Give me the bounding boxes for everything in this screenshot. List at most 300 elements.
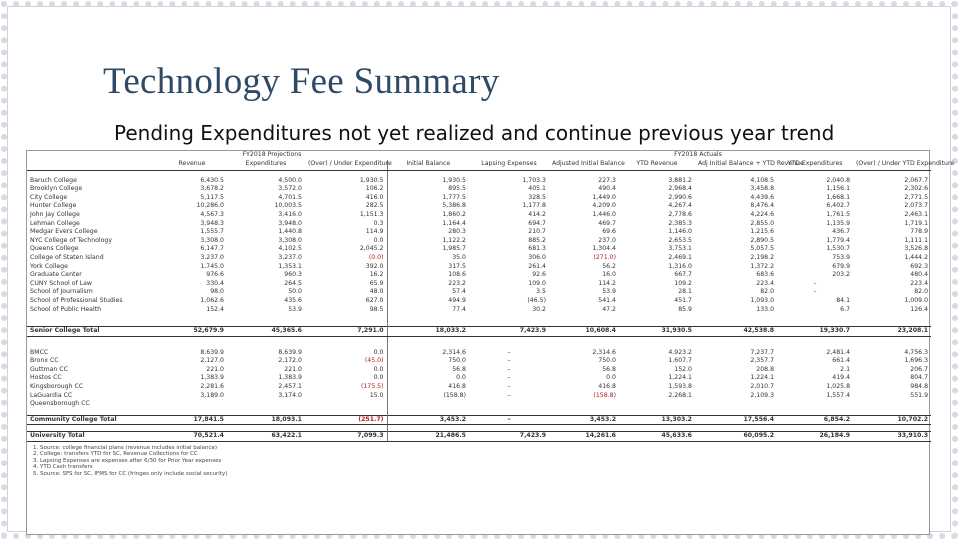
cell-value: 2,890.5: [750, 236, 775, 244]
spacer-cell: [305, 425, 387, 432]
table-note: 5. Source: SFS for SC, IFMS for CC (fringes only include social security): [33, 470, 228, 477]
cell-value: 1,215.6: [750, 228, 775, 236]
cell-value: 98.5: [369, 305, 384, 313]
cell-value: (0.0): [368, 253, 384, 261]
row-label: Queens College: [30, 245, 79, 253]
bullet-point: [112, 121, 834, 145]
cell-value: 1,164.4: [387, 220, 469, 229]
cell-value: –: [507, 365, 511, 373]
table-row: [27, 288, 931, 297]
cell-value: 1,316.0: [668, 262, 692, 270]
cell-value: 778.9: [910, 228, 929, 236]
cell-value: 8,639.9: [200, 348, 224, 356]
cell-value: 3,948.3: [200, 219, 224, 227]
cell-value: 1,444.2: [904, 253, 929, 261]
cell-value: 3,526.8: [904, 245, 929, 253]
cell-value: 494.9: [387, 297, 469, 306]
cell-value: 4,923.2: [668, 348, 692, 356]
cell-value: 1,530.7: [826, 245, 851, 253]
cell-value: 1,985.7: [387, 245, 469, 254]
cell-value: 541.4: [598, 296, 616, 304]
cell-value: 82.0: [914, 288, 929, 296]
cell-value: 15.0: [369, 391, 384, 399]
group-spacer: [387, 151, 619, 160]
bullet-text: Pending Expenditures not yet realized and continue previous year trend: [114, 121, 835, 145]
cell-value: –: [507, 348, 511, 356]
column-header: [27, 160, 157, 171]
cell-value: 750.0: [598, 357, 616, 365]
cell-value: 984.8: [910, 383, 929, 391]
cell-value: 1,224.1: [750, 374, 775, 382]
cell-value: 1,353.1: [278, 262, 302, 270]
cell-value: 1,607.7: [668, 357, 692, 365]
cell-value: 82.0: [760, 288, 775, 296]
cell-value: 416.8: [598, 383, 616, 391]
cell-value: 4,267.4: [668, 202, 692, 210]
cell-value: 419.4: [832, 374, 851, 382]
cell-value: 2,771.5: [904, 193, 929, 201]
table-row: [27, 306, 931, 315]
cell-value: (46.5): [527, 296, 546, 304]
cell-value: 2,198.2: [750, 253, 775, 261]
cell-value: 2,073.7: [904, 202, 929, 210]
cell-value: 261.4: [528, 262, 546, 270]
cell-value: 2,127.0: [200, 357, 224, 365]
cell-value: 42,538.8: [695, 327, 777, 337]
cell-value: 1,779.4: [826, 236, 851, 244]
cell-value: 750.0: [387, 357, 469, 366]
cell-value: –: [507, 357, 511, 365]
blank-cell: [27, 151, 157, 160]
cell-value: –: [507, 374, 511, 382]
cell-value: 1,009.0: [904, 296, 929, 304]
cell-value: 2,968.4: [668, 185, 692, 193]
cell-value: 2,045.2: [359, 245, 384, 253]
cell-value: 3,416.0: [278, 210, 302, 218]
cell-value: 1,177.8: [522, 202, 546, 210]
cell-value: 3,572.0: [278, 185, 302, 193]
cell-value: 1,555.7: [200, 228, 224, 236]
cell-value: 152.0: [674, 365, 692, 373]
spacer-cell: [27, 425, 157, 432]
cell-value: 280.3: [387, 228, 469, 237]
row-label: University Total: [27, 432, 157, 442]
cell-value: 895.5: [387, 185, 469, 194]
cell-value: 2,268.1: [668, 391, 692, 399]
column-header: Initial Balance: [387, 160, 469, 171]
cell-value: 2,357.7: [750, 357, 775, 365]
cell-value: 2,302.6: [904, 185, 929, 193]
cell-value: 1,668.1: [826, 193, 851, 201]
cell-value: 1,025.8: [826, 383, 851, 391]
cell-value: 5,057.5: [750, 245, 775, 253]
cell-value: 114.2: [598, 279, 616, 287]
cell-value: 50.0: [288, 288, 302, 296]
spacer-row: [27, 425, 931, 432]
cell-value: 694.7: [528, 219, 546, 227]
cell-value: 3,948.0: [278, 219, 302, 227]
cell-value: 5,386.8: [387, 202, 469, 211]
cell-value: 6,147.7: [200, 245, 224, 253]
cell-value: 692.3: [910, 262, 929, 270]
table-row: [27, 392, 931, 401]
cell-value: 16.0: [602, 271, 616, 279]
cell-value: 221.0: [206, 365, 224, 373]
cell-value: [157, 400, 227, 409]
cell-value: 1,146.0: [668, 228, 692, 236]
row-label: Hunter College: [30, 202, 77, 210]
cell-value: 4,108.5: [750, 176, 775, 184]
cell-value: 3.5: [536, 288, 546, 296]
cell-value: 77.4: [387, 306, 469, 315]
cell-value: 3,237.0: [278, 253, 302, 261]
cell-value: 108.6: [387, 271, 469, 280]
cell-value: 661.4: [832, 357, 851, 365]
cell-value: 21,486.5: [387, 432, 469, 442]
spacer-cell: [469, 425, 549, 432]
cell-value: (175.5): [360, 383, 384, 391]
cell-value: 26,184.9: [777, 432, 853, 442]
cell-value: 4,701.5: [278, 193, 302, 201]
group-header-row: [27, 151, 931, 160]
cell-value: 0.3: [373, 219, 384, 227]
cell-value: 1,719.1: [904, 219, 929, 227]
cell-value: 6,854.2: [777, 415, 853, 425]
cell-value: 1,745.0: [200, 262, 224, 270]
cell-value: [469, 400, 549, 409]
cell-value: 1,151.3: [359, 210, 384, 218]
cell-value: 2,855.0: [750, 219, 775, 227]
cell-value: 7,423.9: [469, 327, 549, 337]
group-spacer-2: [777, 151, 931, 160]
row-label: Senior College Total: [27, 327, 157, 337]
cell-value: 10,286.0: [196, 202, 224, 210]
row-label: BMCC: [30, 348, 49, 356]
cell-value: 2.1: [840, 365, 851, 373]
cell-value: 804.7: [910, 374, 929, 382]
row-label: Brooklyn College: [30, 185, 83, 193]
cell-value: 152.4: [206, 305, 224, 313]
cell-value: 56.2: [602, 262, 616, 270]
table-note: 2. College: transfers YTD for SC, Revenue Collections for CC: [33, 451, 198, 458]
cell-value: 1,156.1: [826, 185, 851, 193]
cell-value: 85.9: [678, 305, 692, 313]
total-row: [27, 432, 931, 442]
cell-value: 4,756.3: [904, 348, 929, 356]
cell-value: 227.3: [598, 176, 616, 184]
cell-value: 3,678.2: [200, 185, 224, 193]
cell-value: 1,696.3: [904, 357, 929, 365]
column-header: Adjusted Initial Balance: [549, 160, 619, 171]
cell-value: [549, 400, 619, 409]
column-header: Lapsing Expenses: [469, 160, 549, 171]
cell-value: 60,095.2: [695, 432, 777, 442]
cell-value: 1,703.3: [522, 176, 546, 184]
table-row: [27, 185, 931, 194]
column-header: Adj Initial Balance + YTD Revenue: [695, 160, 777, 171]
cell-value: 2,314.6: [387, 349, 469, 358]
cell-value: 0.0: [373, 236, 384, 244]
cell-value: 7,291.0: [305, 327, 387, 337]
table-row: [27, 357, 931, 366]
cell-value: 109.0: [528, 279, 546, 287]
cell-value: 52,679.9: [157, 327, 227, 337]
cell-value: 56.8: [602, 365, 616, 373]
table-row: [27, 366, 931, 375]
row-label: School of Public Health: [30, 305, 102, 313]
cell-value: 126.4: [910, 305, 929, 313]
cell-value: 1,761.5: [826, 210, 851, 218]
cell-value: 3,458.8: [750, 185, 775, 193]
cell-value: 0.0: [606, 374, 616, 382]
cell-value: 2,010.7: [750, 383, 775, 391]
cell-value: 221.0: [284, 365, 302, 373]
table-row: [27, 383, 931, 392]
cell-value: 1,304.4: [592, 245, 616, 253]
cell-value: 2,469.1: [668, 253, 692, 261]
cell-value: 92.6: [532, 271, 546, 279]
cell-value: 4,500.0: [278, 176, 302, 184]
cell-value: 133.0: [756, 305, 775, 313]
cell-value: 2,463.1: [904, 210, 929, 218]
cell-value: (45.0): [364, 357, 384, 365]
column-header: Expenditures: [227, 160, 305, 171]
row-label: LaGuardia CC: [30, 391, 73, 399]
cell-value: 57.4: [387, 288, 469, 297]
table-row: [27, 400, 931, 409]
cell-value: 683.6: [756, 271, 775, 279]
cell-value: 7,099.3: [305, 432, 387, 442]
cell-value: 2,653.5: [668, 236, 692, 244]
table-row: [27, 374, 931, 383]
table-row: [27, 211, 931, 220]
column-header-row: [27, 160, 931, 171]
cell-value: 960.3: [284, 271, 302, 279]
table-row: [27, 220, 931, 229]
spacer-cell: [387, 425, 469, 432]
cell-value: 885.2: [528, 236, 546, 244]
table-row: [27, 297, 931, 306]
cell-value: 4,224.6: [750, 210, 775, 218]
cell-value: 53.9: [288, 305, 302, 313]
cell-value: 1,557.4: [826, 391, 851, 399]
cell-value: 8,639.9: [278, 348, 302, 356]
cell-value: 976.6: [206, 271, 224, 279]
cell-value: 679.9: [832, 262, 851, 270]
cell-value: 208.8: [756, 365, 775, 373]
cell-value: 0.0: [387, 374, 469, 383]
cell-value: 4,209.0: [592, 202, 616, 210]
cell-value: 2,481.4: [826, 348, 851, 356]
cell-value: 237.0: [598, 236, 616, 244]
cell-value: (271.0): [593, 253, 616, 261]
spacer-cell: [157, 425, 227, 432]
cell-value: 2,172.0: [278, 357, 302, 365]
table-row: [27, 271, 931, 280]
cell-value: (158.8): [593, 391, 616, 399]
table-row: [27, 194, 931, 203]
cell-value: 1,449.0: [592, 193, 616, 201]
cell-value: 203.2: [832, 271, 851, 279]
cell-value: 98.0: [210, 288, 224, 296]
row-label: Graduate Center: [30, 271, 82, 279]
row-label: CUNY School of Law: [30, 279, 92, 287]
cell-value: 3,453.2: [549, 415, 619, 425]
cell-value: 47.2: [602, 305, 616, 313]
cell-value: 48.0: [369, 288, 384, 296]
cell-value: 223.4: [910, 279, 929, 287]
cell-value: 2,457.1: [278, 383, 302, 391]
cell-value: –: [507, 391, 511, 399]
cell-value: 264.5: [284, 279, 302, 287]
cell-value: 114.9: [365, 228, 384, 236]
column-header: YTD Revenue: [619, 160, 695, 171]
cell-value: 45,633.6: [619, 432, 695, 442]
fee-summary-table-image: [26, 150, 955, 535]
cell-value: 1,093.0: [750, 296, 775, 304]
cell-value: [387, 400, 469, 409]
cell-value: 0.0: [373, 365, 384, 373]
row-label: Bronx CC: [30, 357, 59, 365]
cell-value: 18,033.2: [387, 327, 469, 337]
cell-value: 31,930.5: [619, 327, 695, 337]
cell-value: 4,567.3: [200, 210, 224, 218]
cell-value: 551.9: [910, 391, 929, 399]
cell-value: 480.4: [910, 271, 929, 279]
cell-value: 681.3: [528, 245, 546, 253]
table-row: [27, 228, 931, 237]
cell-value: 1,446.0: [592, 210, 616, 218]
cell-value: 45,365.6: [227, 327, 305, 337]
cell-value: 65.9: [369, 279, 384, 287]
cell-value: 206.7: [910, 365, 929, 373]
cell-value: 17,556.4: [695, 415, 777, 425]
cell-value: 1,777.5: [387, 194, 469, 203]
row-label: Medgar Evers College: [30, 228, 98, 236]
cell-value: [695, 400, 777, 409]
cell-value: 8,476.4: [750, 202, 775, 210]
cell-value: 3,237.0: [200, 253, 224, 261]
cell-value: 30.2: [532, 305, 546, 313]
table-row: [27, 245, 931, 254]
cell-value: 84.1: [836, 296, 851, 304]
cell-value: 70,521.4: [157, 432, 227, 442]
table-note: 1. Source: college financial plans (revenue includes initial balance): [33, 445, 218, 452]
table-row: [27, 263, 931, 272]
column-header: Revenue: [157, 160, 227, 171]
cell-value: 328.5: [528, 193, 546, 201]
cell-value: 451.7: [674, 296, 692, 304]
cell-value: 2,067.7: [904, 176, 929, 184]
cell-value: 17,841.5: [157, 415, 227, 425]
row-label: Guttman CC: [30, 365, 68, 373]
cell-value: (251.7): [305, 415, 387, 425]
cell-value: 667.7: [674, 271, 692, 279]
group-actuals: FY2018 Actuals: [674, 151, 722, 158]
cell-value: 469.7: [598, 219, 616, 227]
cell-value: 1,593.8: [668, 383, 692, 391]
cell-value: 2,314.6: [592, 348, 616, 356]
row-label: Lehman College: [30, 219, 80, 227]
row-label: Kingsborough CC: [30, 383, 84, 391]
spacer-cell: [777, 425, 853, 432]
cell-value: [853, 400, 931, 409]
cell-value: 1,930.5: [359, 176, 384, 184]
cell-value: 18,093.1: [227, 415, 305, 425]
cell-value: 3,308.0: [200, 236, 224, 244]
cell-value: 306.0: [528, 253, 546, 261]
cell-value: 7,237.7: [750, 348, 775, 356]
cell-value: 10,608.4: [549, 327, 619, 337]
table-row: [27, 177, 931, 186]
row-label: School of Professional Studies: [30, 296, 123, 304]
cell-value: 1,224.1: [668, 374, 692, 382]
cell-value: 33,910.3: [853, 432, 931, 442]
row-label: York College: [30, 262, 68, 270]
table-note: 4. YTD Cash transfers: [33, 464, 93, 471]
cell-value: 414.2: [528, 210, 546, 218]
cell-value: 2,385.3: [668, 219, 692, 227]
cell-value: 3,174.0: [278, 391, 302, 399]
cell-value: [619, 400, 695, 409]
cell-value: 2,990.6: [668, 193, 692, 201]
cell-value: 2,109.3: [750, 391, 775, 399]
cell-value: 6.7: [840, 305, 851, 313]
row-label: City College: [30, 193, 68, 201]
cell-value: 2,040.8: [826, 176, 851, 184]
row-label: Community College Total: [27, 415, 157, 425]
cell-value: 109.2: [674, 279, 692, 287]
cell-value: 1,383.9: [278, 374, 302, 382]
column-header: YTD Expenditures: [777, 160, 853, 171]
column-header: (Over) / Under Expenditure: [305, 160, 387, 171]
cell-value: 416.8: [387, 383, 469, 392]
cell-value: –: [813, 279, 817, 287]
column-header: (Over) / Under YTD Expenditure: [853, 160, 931, 171]
cell-value: 3,453.2: [387, 415, 469, 425]
cell-value: 1,062.6: [200, 296, 224, 304]
spacer-cell: [619, 425, 695, 432]
cell-value: [777, 400, 853, 409]
table-row: [27, 280, 931, 289]
cell-value: 6,430.5: [200, 176, 224, 184]
cell-value: 223.2: [387, 280, 469, 289]
cell-value: 282.5: [365, 202, 384, 210]
table-notes: [27, 442, 929, 480]
cell-value: 2,778.6: [668, 210, 692, 218]
cell-value: [305, 400, 387, 409]
cell-value: 627.0: [365, 296, 384, 304]
cell-value: 753.9: [832, 253, 851, 261]
cell-value: 1,383.9: [200, 374, 224, 382]
cell-value: 490.4: [598, 185, 616, 193]
cell-value: 435.6: [284, 296, 302, 304]
table-row: [27, 202, 931, 211]
cell-value: 0.0: [373, 374, 384, 382]
cell-value: 4,439.6: [750, 193, 775, 201]
cell-value: 416.0: [365, 193, 384, 201]
cell-value: 5,117.5: [200, 193, 224, 201]
cell-value: 1,860.2: [387, 211, 469, 220]
row-label: NYC College of Technology: [30, 236, 112, 244]
cell-value: 3,189.0: [200, 391, 224, 399]
spacer-cell: [853, 425, 931, 432]
cell-value: 7,423.9: [469, 432, 549, 442]
spacer-cell: [695, 425, 777, 432]
cell-value: 317.5: [387, 263, 469, 272]
cell-value: 56.8: [387, 366, 469, 375]
table-row: [27, 349, 931, 358]
